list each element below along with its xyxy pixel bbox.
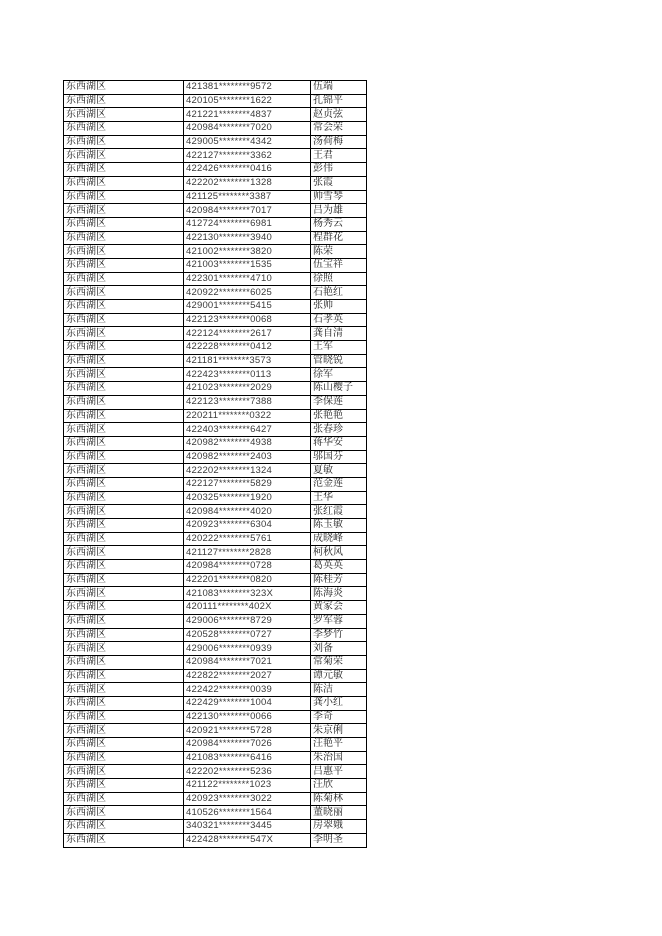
district-cell: 东西湖区 [64,327,184,341]
name-cell: 赵贞弦 [311,108,367,122]
district-cell: 东西湖区 [64,573,184,587]
table-row [64,628,367,642]
data-table-body [64,81,367,848]
district-cell: 东西湖区 [64,765,184,779]
name-cell: 谭元敏 [311,669,367,683]
name-cell: 陈菊林 [311,792,367,806]
name-cell: 龚自清 [311,327,367,341]
district-cell: 东西湖区 [64,477,184,491]
table-row [64,587,367,601]
id-number-cell: 421083********323X [184,587,311,601]
table-row [64,108,367,122]
id-number-cell: 412724********6981 [184,217,311,231]
name-cell: 石孝英 [311,313,367,327]
name-cell: 徐军 [311,368,367,382]
id-number-cell: 420982********2403 [184,450,311,464]
table-row [64,532,367,546]
table-row [64,327,367,341]
table-row [64,820,367,834]
table-row [64,573,367,587]
district-cell: 东西湖区 [64,669,184,683]
district-cell: 东西湖区 [64,779,184,793]
id-number-cell: 429005********4342 [184,135,311,149]
table-row [64,436,367,450]
table-row [64,519,367,533]
district-cell: 东西湖区 [64,163,184,177]
district-cell: 东西湖区 [64,341,184,355]
district-cell: 东西湖区 [64,423,184,437]
name-cell: 陈海炎 [311,587,367,601]
name-cell: 刘备 [311,642,367,656]
district-cell: 东西湖区 [64,272,184,286]
id-number-cell: 422201********0820 [184,573,311,587]
id-number-cell: 421181********3573 [184,354,311,368]
district-cell: 东西湖区 [64,94,184,108]
district-cell: 东西湖区 [64,642,184,656]
table-row [64,81,367,95]
district-cell: 东西湖区 [64,792,184,806]
name-cell: 彭伟 [311,163,367,177]
table-row [64,190,367,204]
district-cell: 东西湖区 [64,724,184,738]
name-cell: 帅雪琴 [311,190,367,204]
table-row [64,560,367,574]
name-cell: 邬国芬 [311,450,367,464]
table-row [64,477,367,491]
id-number-cell: 422428********547X [184,833,311,847]
name-cell: 程群花 [311,231,367,245]
id-number-cell: 421125********3387 [184,190,311,204]
district-cell: 东西湖区 [64,176,184,190]
name-cell: 吕为雄 [311,204,367,218]
id-number-cell: 420984********7026 [184,738,311,752]
id-number-cell: 422123********0068 [184,313,311,327]
id-number-cell: 420984********7017 [184,204,311,218]
table-row [64,122,367,136]
district-cell: 东西湖区 [64,806,184,820]
district-cell: 东西湖区 [64,258,184,272]
table-row [64,833,367,847]
name-cell: 汪艳平 [311,738,367,752]
id-number-cell: 421083********6416 [184,751,311,765]
table-row [64,614,367,628]
name-cell: 李奇 [311,710,367,724]
district-cell: 东西湖区 [64,505,184,519]
name-cell: 夏敏 [311,464,367,478]
id-number-cell: 422202********5236 [184,765,311,779]
name-cell: 伍端 [311,81,367,95]
id-number-cell: 420222********5761 [184,532,311,546]
table-row [64,341,367,355]
table-row [64,354,367,368]
name-cell: 李梦竹 [311,628,367,642]
id-number-cell: 420982********4938 [184,436,311,450]
table-row [64,135,367,149]
table-row [64,724,367,738]
name-cell: 范金莲 [311,477,367,491]
id-number-cell: 421221********4837 [184,108,311,122]
id-number-cell: 420105********1622 [184,94,311,108]
id-number-cell: 422403********6427 [184,423,311,437]
name-cell: 汪欣 [311,779,367,793]
district-cell: 东西湖区 [64,217,184,231]
id-number-cell: 421003********1535 [184,258,311,272]
table-row [64,300,367,314]
table-row [64,94,367,108]
district-cell: 东西湖区 [64,122,184,136]
id-number-cell: 422123********7388 [184,395,311,409]
name-cell: 张帅 [311,300,367,314]
table-row [64,204,367,218]
id-number-cell: 420922********6025 [184,286,311,300]
name-cell: 柯秋风 [311,546,367,560]
district-cell: 东西湖区 [64,614,184,628]
district-cell: 东西湖区 [64,368,184,382]
table-row [64,696,367,710]
name-cell: 陈山樱子 [311,382,367,396]
district-cell: 东西湖区 [64,833,184,847]
district-cell: 东西湖区 [64,395,184,409]
district-cell: 东西湖区 [64,683,184,697]
district-cell: 东西湖区 [64,149,184,163]
district-cell: 东西湖区 [64,491,184,505]
id-number-cell: 421023********2029 [184,382,311,396]
table-row [64,738,367,752]
id-number-cell: 420921********5728 [184,724,311,738]
district-cell: 东西湖区 [64,532,184,546]
name-cell: 董晓丽 [311,806,367,820]
id-number-cell: 420325********1920 [184,491,311,505]
name-cell: 房翠娥 [311,820,367,834]
table-row [64,368,367,382]
data-table [63,80,367,848]
district-cell: 东西湖区 [64,710,184,724]
table-row [64,176,367,190]
district-cell: 东西湖区 [64,655,184,669]
name-cell: 龚小红 [311,696,367,710]
id-number-cell: 420984********0728 [184,560,311,574]
table-row [64,395,367,409]
id-number-cell: 420923********6304 [184,519,311,533]
id-number-cell: 422202********1324 [184,464,311,478]
id-number-cell: 422301********4710 [184,272,311,286]
name-cell: 王军 [311,341,367,355]
id-number-cell: 420923********3022 [184,792,311,806]
table-row [64,601,367,615]
id-number-cell: 421122********1023 [184,779,311,793]
id-number-cell: 340321********3445 [184,820,311,834]
name-cell: 徐照 [311,272,367,286]
name-cell: 张红霞 [311,505,367,519]
table-row [64,423,367,437]
table-row [64,217,367,231]
id-number-cell: 429006********8729 [184,614,311,628]
id-number-cell: 420984********7021 [184,655,311,669]
table-row [64,546,367,560]
district-cell: 东西湖区 [64,135,184,149]
name-cell: 张艳艳 [311,409,367,423]
table-row [64,710,367,724]
name-cell: 常菊荣 [311,655,367,669]
id-number-cell: 422426********0416 [184,163,311,177]
id-number-cell: 420111********402X [184,601,311,615]
table-row [64,258,367,272]
district-cell: 东西湖区 [64,108,184,122]
id-number-cell: 420984********4020 [184,505,311,519]
table-row [64,313,367,327]
table-row [64,655,367,669]
name-cell: 陈洁 [311,683,367,697]
district-cell: 东西湖区 [64,560,184,574]
table-row [64,409,367,423]
district-cell: 东西湖区 [64,286,184,300]
district-cell: 东西湖区 [64,300,184,314]
name-cell: 葛英英 [311,560,367,574]
table-row [64,765,367,779]
id-number-cell: 422130********0066 [184,710,311,724]
district-cell: 东西湖区 [64,354,184,368]
id-number-cell: 429006********0939 [184,642,311,656]
district-cell: 东西湖区 [64,587,184,601]
name-cell: 黄家会 [311,601,367,615]
table-row [64,779,367,793]
table-row [64,149,367,163]
table-row [64,491,367,505]
name-cell: 陈玉敏 [311,519,367,533]
name-cell: 吕惠平 [311,765,367,779]
table-row [64,231,367,245]
district-cell: 东西湖区 [64,696,184,710]
name-cell: 管晓锐 [311,354,367,368]
table-row [64,163,367,177]
id-number-cell: 422423********0113 [184,368,311,382]
name-cell: 李明圣 [311,833,367,847]
id-number-cell: 421127********2828 [184,546,311,560]
district-cell: 东西湖区 [64,738,184,752]
id-number-cell: 422130********3940 [184,231,311,245]
table-row [64,792,367,806]
table-row [64,286,367,300]
table-row [64,642,367,656]
name-cell: 朱治国 [311,751,367,765]
district-cell: 东西湖区 [64,409,184,423]
name-cell: 王君 [311,149,367,163]
district-cell: 东西湖区 [64,204,184,218]
id-number-cell: 410526********1564 [184,806,311,820]
name-cell: 罗军蓉 [311,614,367,628]
table-row [64,272,367,286]
table-row [64,683,367,697]
district-cell: 东西湖区 [64,628,184,642]
id-number-cell: 422127********3362 [184,149,311,163]
name-cell: 伍宝祥 [311,258,367,272]
table-row [64,382,367,396]
id-number-cell: 422822********2027 [184,669,311,683]
district-cell: 东西湖区 [64,464,184,478]
district-cell: 东西湖区 [64,436,184,450]
table-row [64,464,367,478]
id-number-cell: 420528********0727 [184,628,311,642]
district-cell: 东西湖区 [64,190,184,204]
district-cell: 东西湖区 [64,546,184,560]
name-cell: 陈桂芳 [311,573,367,587]
district-cell: 东西湖区 [64,751,184,765]
name-cell: 王华 [311,491,367,505]
district-cell: 东西湖区 [64,313,184,327]
table-row [64,669,367,683]
district-cell: 东西湖区 [64,231,184,245]
district-cell: 东西湖区 [64,450,184,464]
name-cell: 李保莲 [311,395,367,409]
id-number-cell: 421381********9572 [184,81,311,95]
table-row [64,245,367,259]
table-row [64,806,367,820]
id-number-cell: 422429********1004 [184,696,311,710]
name-cell: 朱京俐 [311,724,367,738]
name-cell: 张春珍 [311,423,367,437]
id-number-cell: 422124********2617 [184,327,311,341]
id-number-cell: 420984********7020 [184,122,311,136]
name-cell: 常会荣 [311,122,367,136]
id-number-cell: 220211********0322 [184,409,311,423]
id-number-cell: 429001********5415 [184,300,311,314]
table-row [64,751,367,765]
name-cell: 孔锦平 [311,94,367,108]
name-cell: 汤荷梅 [311,135,367,149]
name-cell: 石艳红 [311,286,367,300]
district-cell: 东西湖区 [64,245,184,259]
id-number-cell: 422228********0412 [184,341,311,355]
name-cell: 陈荣 [311,245,367,259]
district-cell: 东西湖区 [64,601,184,615]
district-cell: 东西湖区 [64,820,184,834]
id-number-cell: 422422********0039 [184,683,311,697]
id-number-cell: 422127********5829 [184,477,311,491]
id-number-cell: 421002********3820 [184,245,311,259]
id-number-cell: 422202********1328 [184,176,311,190]
table-row [64,450,367,464]
district-cell: 东西湖区 [64,81,184,95]
district-cell: 东西湖区 [64,382,184,396]
name-cell: 成晓峰 [311,532,367,546]
name-cell: 蒋华安 [311,436,367,450]
district-cell: 东西湖区 [64,519,184,533]
name-cell: 张霞 [311,176,367,190]
table-row [64,505,367,519]
name-cell: 杨秀云 [311,217,367,231]
